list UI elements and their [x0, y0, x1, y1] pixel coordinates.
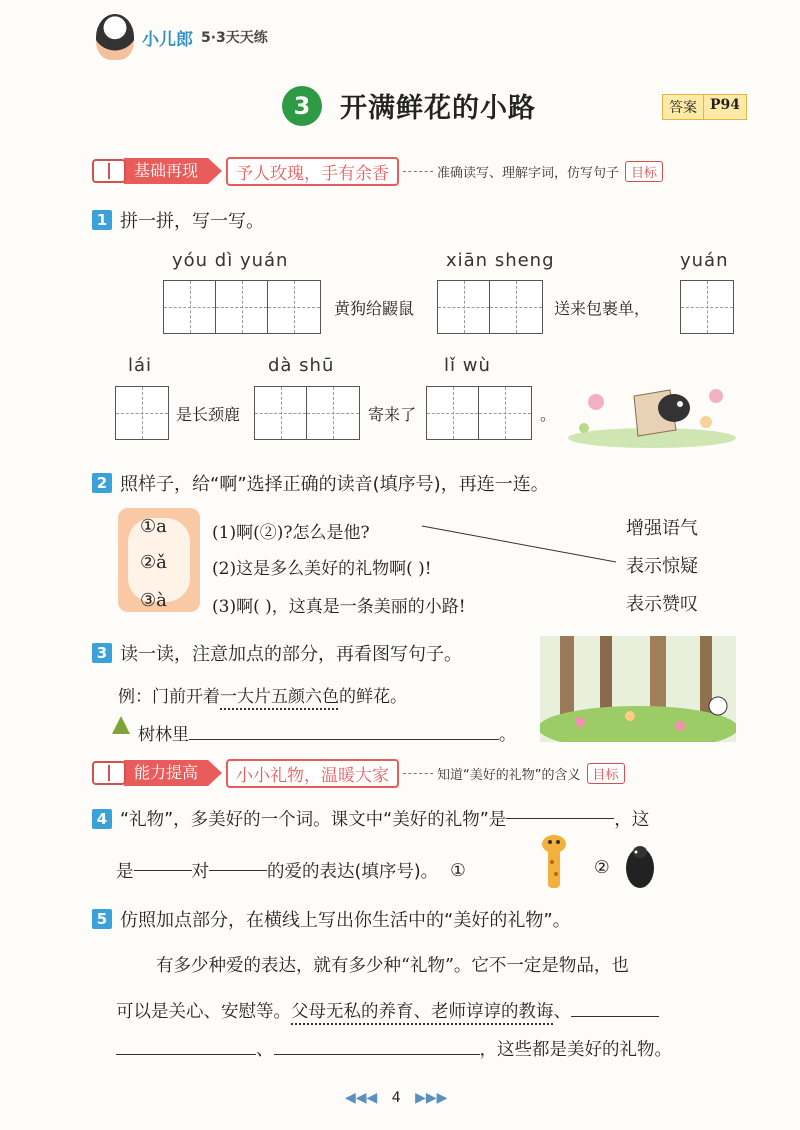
section-goal: 知道“美好的礼物”的含义 — [437, 767, 581, 783]
goal-tag: 目标 — [587, 763, 625, 784]
section-advanced-bar — [92, 760, 625, 786]
next-arrows-icon: ▶▶▶ — [415, 1090, 448, 1106]
section-slogan: 小小礼物，温暖大家 — [226, 759, 399, 788]
writing-grid[interactable] — [426, 386, 532, 440]
answer-page: P94 — [703, 95, 746, 119]
lesson-number: 3 — [282, 86, 322, 126]
answer-blank[interactable] — [134, 870, 192, 871]
connection-line — [420, 520, 620, 570]
section-slogan: 予人玫瑰，手有余香 — [226, 157, 399, 186]
question-number: 1 — [92, 210, 112, 230]
question-prompt: 仿照加点部分，在横线上写出你生活中的“美好的礼物”。 — [120, 910, 571, 931]
paragraph-line-3: 、 ，这些都是美好的礼物。 — [116, 1036, 672, 1061]
forest-image — [540, 636, 736, 742]
brand-name: 小儿郎 — [142, 29, 193, 50]
answer-blank[interactable] — [274, 1054, 480, 1055]
question-number: 5 — [92, 909, 112, 929]
question-prompt: 拼一拼，写一写。 — [120, 211, 264, 232]
page-footer — [345, 1090, 447, 1106]
writing-grid[interactable] — [163, 280, 321, 334]
question-1 — [92, 207, 264, 233]
book-icon — [92, 761, 126, 785]
mole-icon — [620, 838, 660, 890]
pinyin: xiān sheng — [446, 250, 555, 271]
meaning-2[interactable]: 表示惊疑 — [626, 556, 698, 577]
answer-blank[interactable] — [571, 1016, 659, 1017]
dotted-leader — [403, 773, 433, 774]
question-prompt: 读一读，注意加点的部分，再看图写句子。 — [120, 644, 462, 665]
pinyin: yuán — [680, 250, 729, 271]
forest-illustration — [540, 636, 736, 742]
sentence-3[interactable]: (3)啊( )，这真是一条美丽的小路! — [212, 597, 466, 617]
sentence-text: 寄来了 — [368, 405, 417, 424]
section-goal: 准确读写、理解字词，仿写句子 — [437, 165, 620, 181]
writing-grid[interactable] — [254, 386, 360, 440]
mascot-logo — [96, 14, 134, 60]
sentence-text: 是长颈鹿 — [176, 405, 241, 424]
answer-blank[interactable] — [506, 818, 614, 819]
brand-header — [96, 14, 268, 60]
answer-blank[interactable] — [116, 1054, 256, 1055]
question-prompt: 照样子，给“啊”选择正确的读音(填序号)，再连一连。 — [120, 474, 549, 495]
option-2: ② — [594, 858, 610, 878]
sentence-text: 黄狗给鼹鼠 — [334, 299, 415, 318]
question-3 — [92, 640, 462, 666]
giraffe-icon — [532, 832, 576, 890]
book-icon — [92, 159, 126, 183]
tree-icon — [112, 716, 130, 734]
question-number: 4 — [92, 809, 112, 829]
answer-blank[interactable] — [209, 870, 267, 871]
option-1: ① — [450, 860, 466, 881]
mole-illustration — [566, 372, 738, 448]
prev-arrows-icon: ◀◀◀ — [345, 1090, 378, 1106]
paragraph-line-1: 有多少种爱的表达，就有多少种“礼物”。它不一定是物品，也 — [156, 956, 629, 976]
answer-reference[interactable] — [662, 94, 747, 120]
meaning-3[interactable]: 表示赞叹 — [626, 594, 698, 615]
fill-sentence: 树林里 。 — [138, 725, 516, 745]
series-name: 5·3天天练 — [201, 30, 268, 46]
question-4-line2: 是 对 的爱的表达(填序号)。 ① — [116, 860, 466, 882]
pinyin: yóu dì yuán — [172, 250, 289, 271]
question-5 — [92, 906, 571, 932]
sentence-end: 。 — [540, 405, 557, 424]
question-4: 4 “礼物”，多美好的一个词。课文中“美好的礼物”是 ，这 — [92, 806, 649, 831]
dotted-phrase: 父母无私的养育、老师谆谆的教诲 — [291, 1002, 554, 1022]
option-a: ①a — [140, 516, 167, 537]
page-number: 4 — [391, 1090, 401, 1106]
mole-package-image — [566, 372, 738, 448]
section-label: 基础再现 — [124, 158, 208, 184]
writing-grid[interactable] — [680, 280, 734, 334]
meaning-1[interactable]: 增强语气 — [626, 518, 698, 539]
sentence-text: 送来包裹单， — [554, 299, 651, 318]
sentence-1: (1)啊(②)?怎么是他? — [212, 523, 370, 543]
option-a3: ②ǎ — [140, 552, 167, 573]
writing-grid[interactable] — [437, 280, 543, 334]
sentence-2[interactable]: (2)这是多么美好的礼物啊( )! — [212, 559, 432, 579]
pinyin: lái — [128, 355, 153, 376]
dotted-phrase: 一大片五颜六色 — [220, 687, 339, 707]
example-sentence: 例：门前开着一大片五颜六色的鲜花。 — [118, 687, 407, 707]
writing-grid[interactable] — [115, 386, 169, 440]
pinyin: lǐ wù — [444, 355, 491, 376]
section-label: 能力提高 — [124, 760, 208, 786]
answer-label: 答案 — [669, 100, 697, 116]
paragraph-line-2: 可以是关心、安慰等。父母无私的养育、老师谆谆的教诲、 — [116, 998, 659, 1023]
pinyin: dà shū — [268, 355, 335, 376]
question-number: 3 — [92, 643, 112, 663]
dotted-leader — [403, 171, 433, 172]
answer-blank[interactable] — [189, 739, 499, 740]
question-number: 2 — [92, 473, 112, 493]
arrow-icon — [208, 158, 222, 184]
question-2 — [92, 470, 549, 496]
arrow-icon — [208, 760, 222, 786]
page-title: 开满鲜花的小路 — [340, 93, 536, 124]
goal-tag: 目标 — [625, 161, 663, 182]
option-a4: ③à — [140, 590, 167, 611]
section-basic-bar — [92, 158, 663, 184]
